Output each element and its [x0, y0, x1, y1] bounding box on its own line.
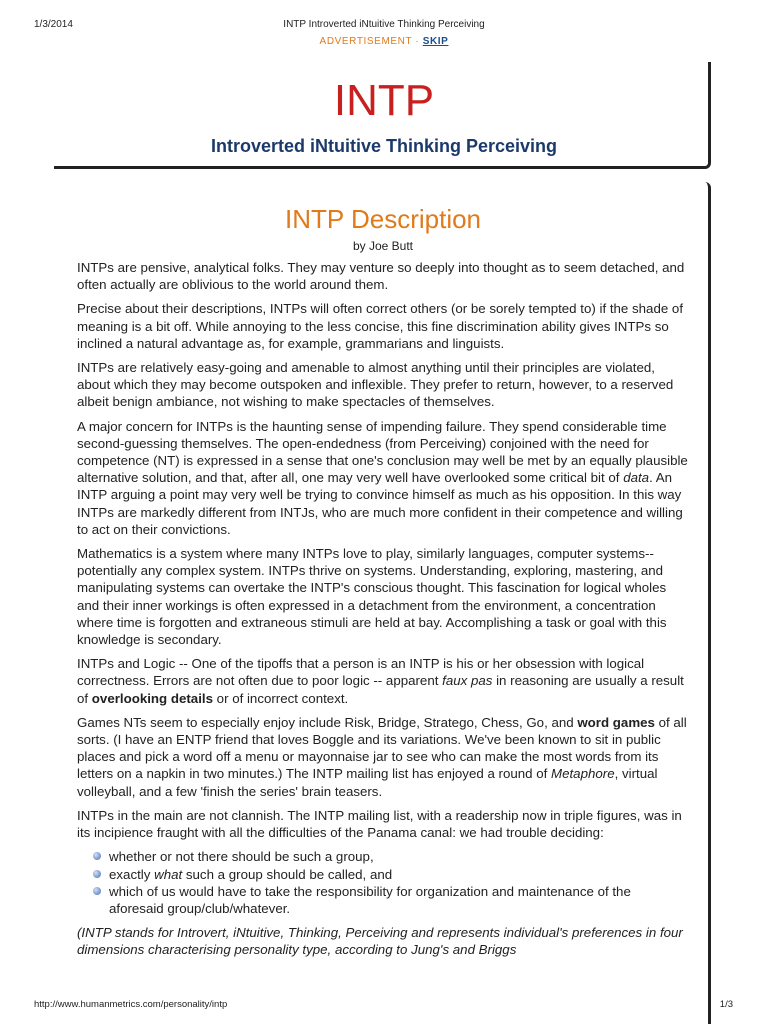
ad-separator: ·: [412, 36, 423, 47]
strong-text: overlooking details: [91, 690, 213, 706]
strong-text: word games: [577, 714, 655, 730]
list-item: [91, 848, 689, 865]
text-run: A major concern for INTPs is the haunting sense of impending failure. They spend considerable time second-guessing themselves. The open-endedness (from Perceiving) conjoined with the need for competence (NT) is expressed in a sense that one's conclusion may well be met by an equally plausible alternative solution, and that, after all, one may very well have overlooked some critical bit of: [77, 418, 688, 486]
print-page-number: 1/3: [719, 999, 733, 1010]
bullet-icon: [93, 852, 101, 860]
paragraph: Mathematics is a system where many INTPs love to play, similarly languages, computer systems--potentially any complex system. INTPs thrive on systems. Understanding, exploring, mastering, and manipulating systems can overtake the INTP's conscious thought. This fascination for logical wholes and their inner workings is often expressed in a detachment from the environment, a concentration where time is forgotten and extraneous stimuli are held at bay. Accomplishing a task or goal with this knowledge is secondary.: [77, 546, 667, 648]
list-item-text: which of us would have to take the responsibility for organization and maintenance of the aforesaid group/club/whatever.: [109, 883, 631, 916]
emphasis-text: data: [623, 470, 650, 486]
article: [77, 202, 689, 966]
paragraph: [77, 655, 689, 707]
paragraph: Precise about their descriptions, INTPs will often correct others (or be sorely tempted to) if the shade of meaning is a bit off. While annoying to the less concise, this fine discrimination ability gives INTPs so inclined a natural advantage as, for example, grammarians and linguists.: [77, 301, 684, 351]
bullet-list: [77, 848, 689, 917]
print-header: [0, 0, 768, 40]
text-run: , virtual volleyball, and a few 'finish the series' brain teasers.: [77, 766, 658, 799]
paragraph: INTPs in the main are not clannish. The INTP mailing list, with a readership now in triple figures, was in its incipience fraught with all the difficulties of the Panama canal: we had trouble deciding:: [77, 807, 682, 841]
article-title: INTP Description: [284, 204, 482, 234]
print-footer: [0, 996, 768, 1016]
paragraph-note: (INTP stands for Introvert, iNtuitive, Thinking, Perceiving and represents individual's preferences in four dimensions characterising personality type, according to Jung's and Briggs: [77, 925, 683, 958]
type-subtitle: Introverted iNtuitive Thinking Perceiving: [210, 136, 558, 156]
text-run: or of incorrect context.: [212, 690, 349, 706]
paragraph: INTPs are pensive, analytical folks. They may venture so deeply into thought as to seem detached, and often actually are oblivious to the world around them.: [77, 260, 685, 293]
text-run: . An INTP arguing a point may very well be trying to convince himself as much as his opposition. In this way INTPs are markedly different from INTJs, who are much more confident in their competence and willing to act on their convictions.: [77, 470, 683, 537]
emphasis-text: Metaphore: [551, 766, 615, 782]
print-date: 1/3/2014: [34, 19, 73, 30]
type-title: INTP: [333, 76, 435, 125]
print-url: http://www.humanmetrics.com/personality/intp: [34, 999, 228, 1010]
skip-ad-link[interactable]: SKIP: [422, 36, 449, 47]
emphasis-text: faux pas: [442, 673, 493, 689]
list-item-text: whether or not there should be such a group,: [109, 849, 374, 865]
text-run: such a group should be called, and: [182, 866, 393, 882]
paragraph: [77, 714, 689, 800]
text-run: Games NTs seem to especially enjoy include Risk, Bridge, Stratego, Chess, Go, and: [77, 714, 578, 730]
print-page-title: INTP Introverted iNtuitive Thinking Perceiving: [283, 19, 485, 30]
bullet-icon: [93, 887, 101, 895]
text-run: in reasoning are usually a result of: [77, 673, 684, 706]
bullet-icon: [93, 870, 101, 878]
text-run: INTPs and Logic -- One of the tipoffs that a person is an INTP is his or her obsession with logical correctness. Errors are not often due to poor logic -- apparent: [77, 656, 645, 689]
text-run: of all sorts. (I have an ENTP friend that loves Boggle and its variations. We've been known to sit in public places and pick a word off a menu or mayonnaise jar to see who can make the most words from its letters on a napkin in two minutes.) The INTP mailing list has enjoyed a round of: [77, 714, 687, 782]
list-item: [91, 883, 689, 917]
text-run: exactly: [109, 866, 155, 882]
advertisement-bar: [0, 36, 768, 47]
emphasis-text: what: [154, 866, 183, 882]
paragraph: INTPs are relatively easy-going and amenable to almost anything until their principles are violated, about which they may become outspoken and inflexible. They prefer to return, however, to a reserved albeit benign ambiance, not wishing to make spectacles of themselves.: [77, 360, 674, 410]
list-item: [91, 866, 689, 883]
paragraph: [77, 418, 689, 538]
advertisement-label: ADVERTISEMENT: [319, 36, 412, 47]
article-byline: by Joe Butt: [352, 239, 414, 253]
